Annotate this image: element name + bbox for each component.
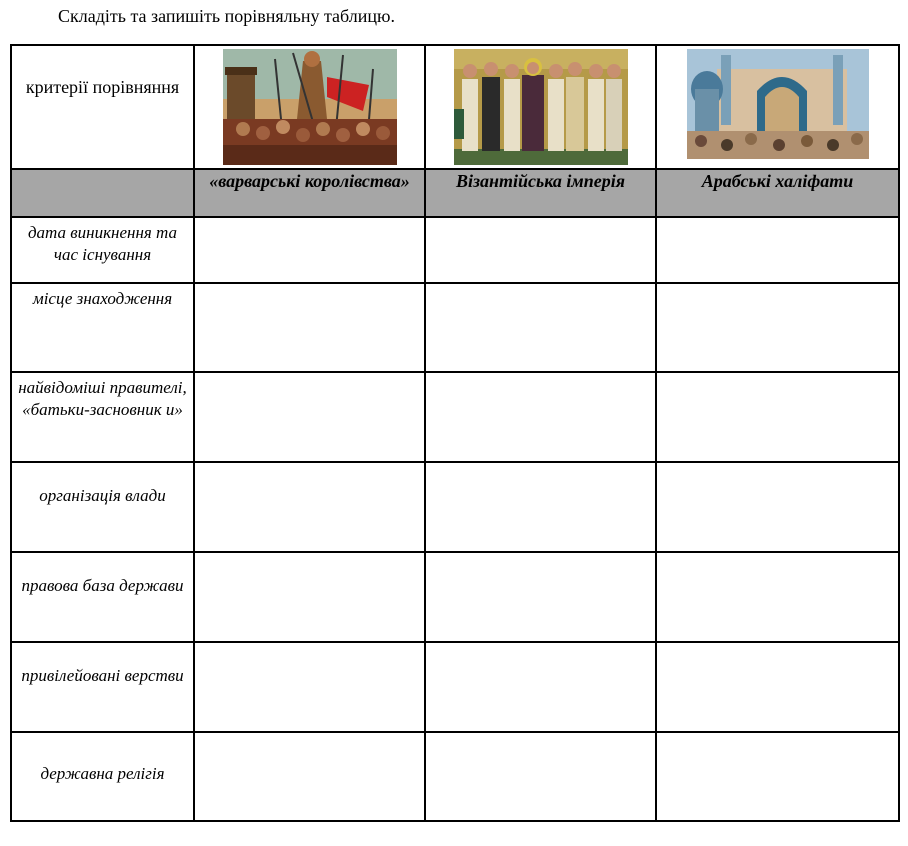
byzantine-mosaic-illustration [454, 49, 628, 165]
answer-cell[interactable] [194, 642, 425, 732]
criterion-label: правова база держави [21, 576, 184, 595]
table-row [11, 462, 899, 552]
arab-mosque-illustration [687, 49, 869, 159]
answer-cell[interactable] [656, 372, 899, 462]
table-row [11, 642, 899, 732]
criterion-label: місце знаходження [32, 289, 173, 308]
answer-cell[interactable] [194, 283, 425, 372]
arab-image-cell [656, 45, 899, 169]
criterion-label: державна релігія [40, 764, 165, 783]
answer-cell[interactable] [425, 642, 656, 732]
answer-cell[interactable] [656, 462, 899, 552]
criterion-label: дата виникнення та час існування [27, 223, 178, 264]
answer-cell[interactable] [194, 552, 425, 642]
answer-cell[interactable] [194, 732, 425, 821]
instruction-text: Складіть та запишіть порівняльну таблицю. [58, 6, 395, 26]
answer-cell[interactable] [656, 732, 899, 821]
column-header-byzantine: Візантійська імперія [425, 169, 656, 217]
table-row [11, 283, 899, 372]
answer-cell[interactable] [425, 372, 656, 462]
criterion-label: привілейовані верстви [21, 666, 184, 685]
answer-cell[interactable] [425, 462, 656, 552]
answer-cell[interactable] [656, 552, 899, 642]
answer-cell[interactable] [194, 462, 425, 552]
column-header-barbarian: «варварські королівства» [194, 169, 425, 217]
answer-cell[interactable] [194, 372, 425, 462]
barbarian-warriors-illustration [223, 49, 397, 165]
table-row [11, 552, 899, 642]
answer-cell[interactable] [425, 552, 656, 642]
criterion-label: організація влади [39, 486, 166, 505]
table-row [11, 372, 899, 462]
byzantine-image-cell [425, 45, 656, 169]
answer-cell[interactable] [425, 217, 656, 283]
column-header-arab: Арабські халіфати [656, 169, 899, 217]
comparison-table [10, 44, 900, 822]
answer-cell[interactable] [425, 732, 656, 821]
answer-cell[interactable] [656, 283, 899, 372]
table-row [11, 217, 899, 283]
answer-cell[interactable] [425, 283, 656, 372]
answer-cell[interactable] [656, 642, 899, 732]
criterion-label: найвідоміші правителі, «батьки-засновник и» [18, 378, 187, 419]
image-row [11, 45, 899, 169]
answer-cell[interactable] [656, 217, 899, 283]
criteria-header: критерії порівняння [25, 77, 180, 97]
criteria-header-cell [11, 45, 194, 169]
header-empty-cell [11, 169, 194, 217]
barbarian-image-cell [194, 45, 425, 169]
table-row [11, 732, 899, 821]
answer-cell[interactable] [194, 217, 425, 283]
header-row [11, 169, 899, 217]
